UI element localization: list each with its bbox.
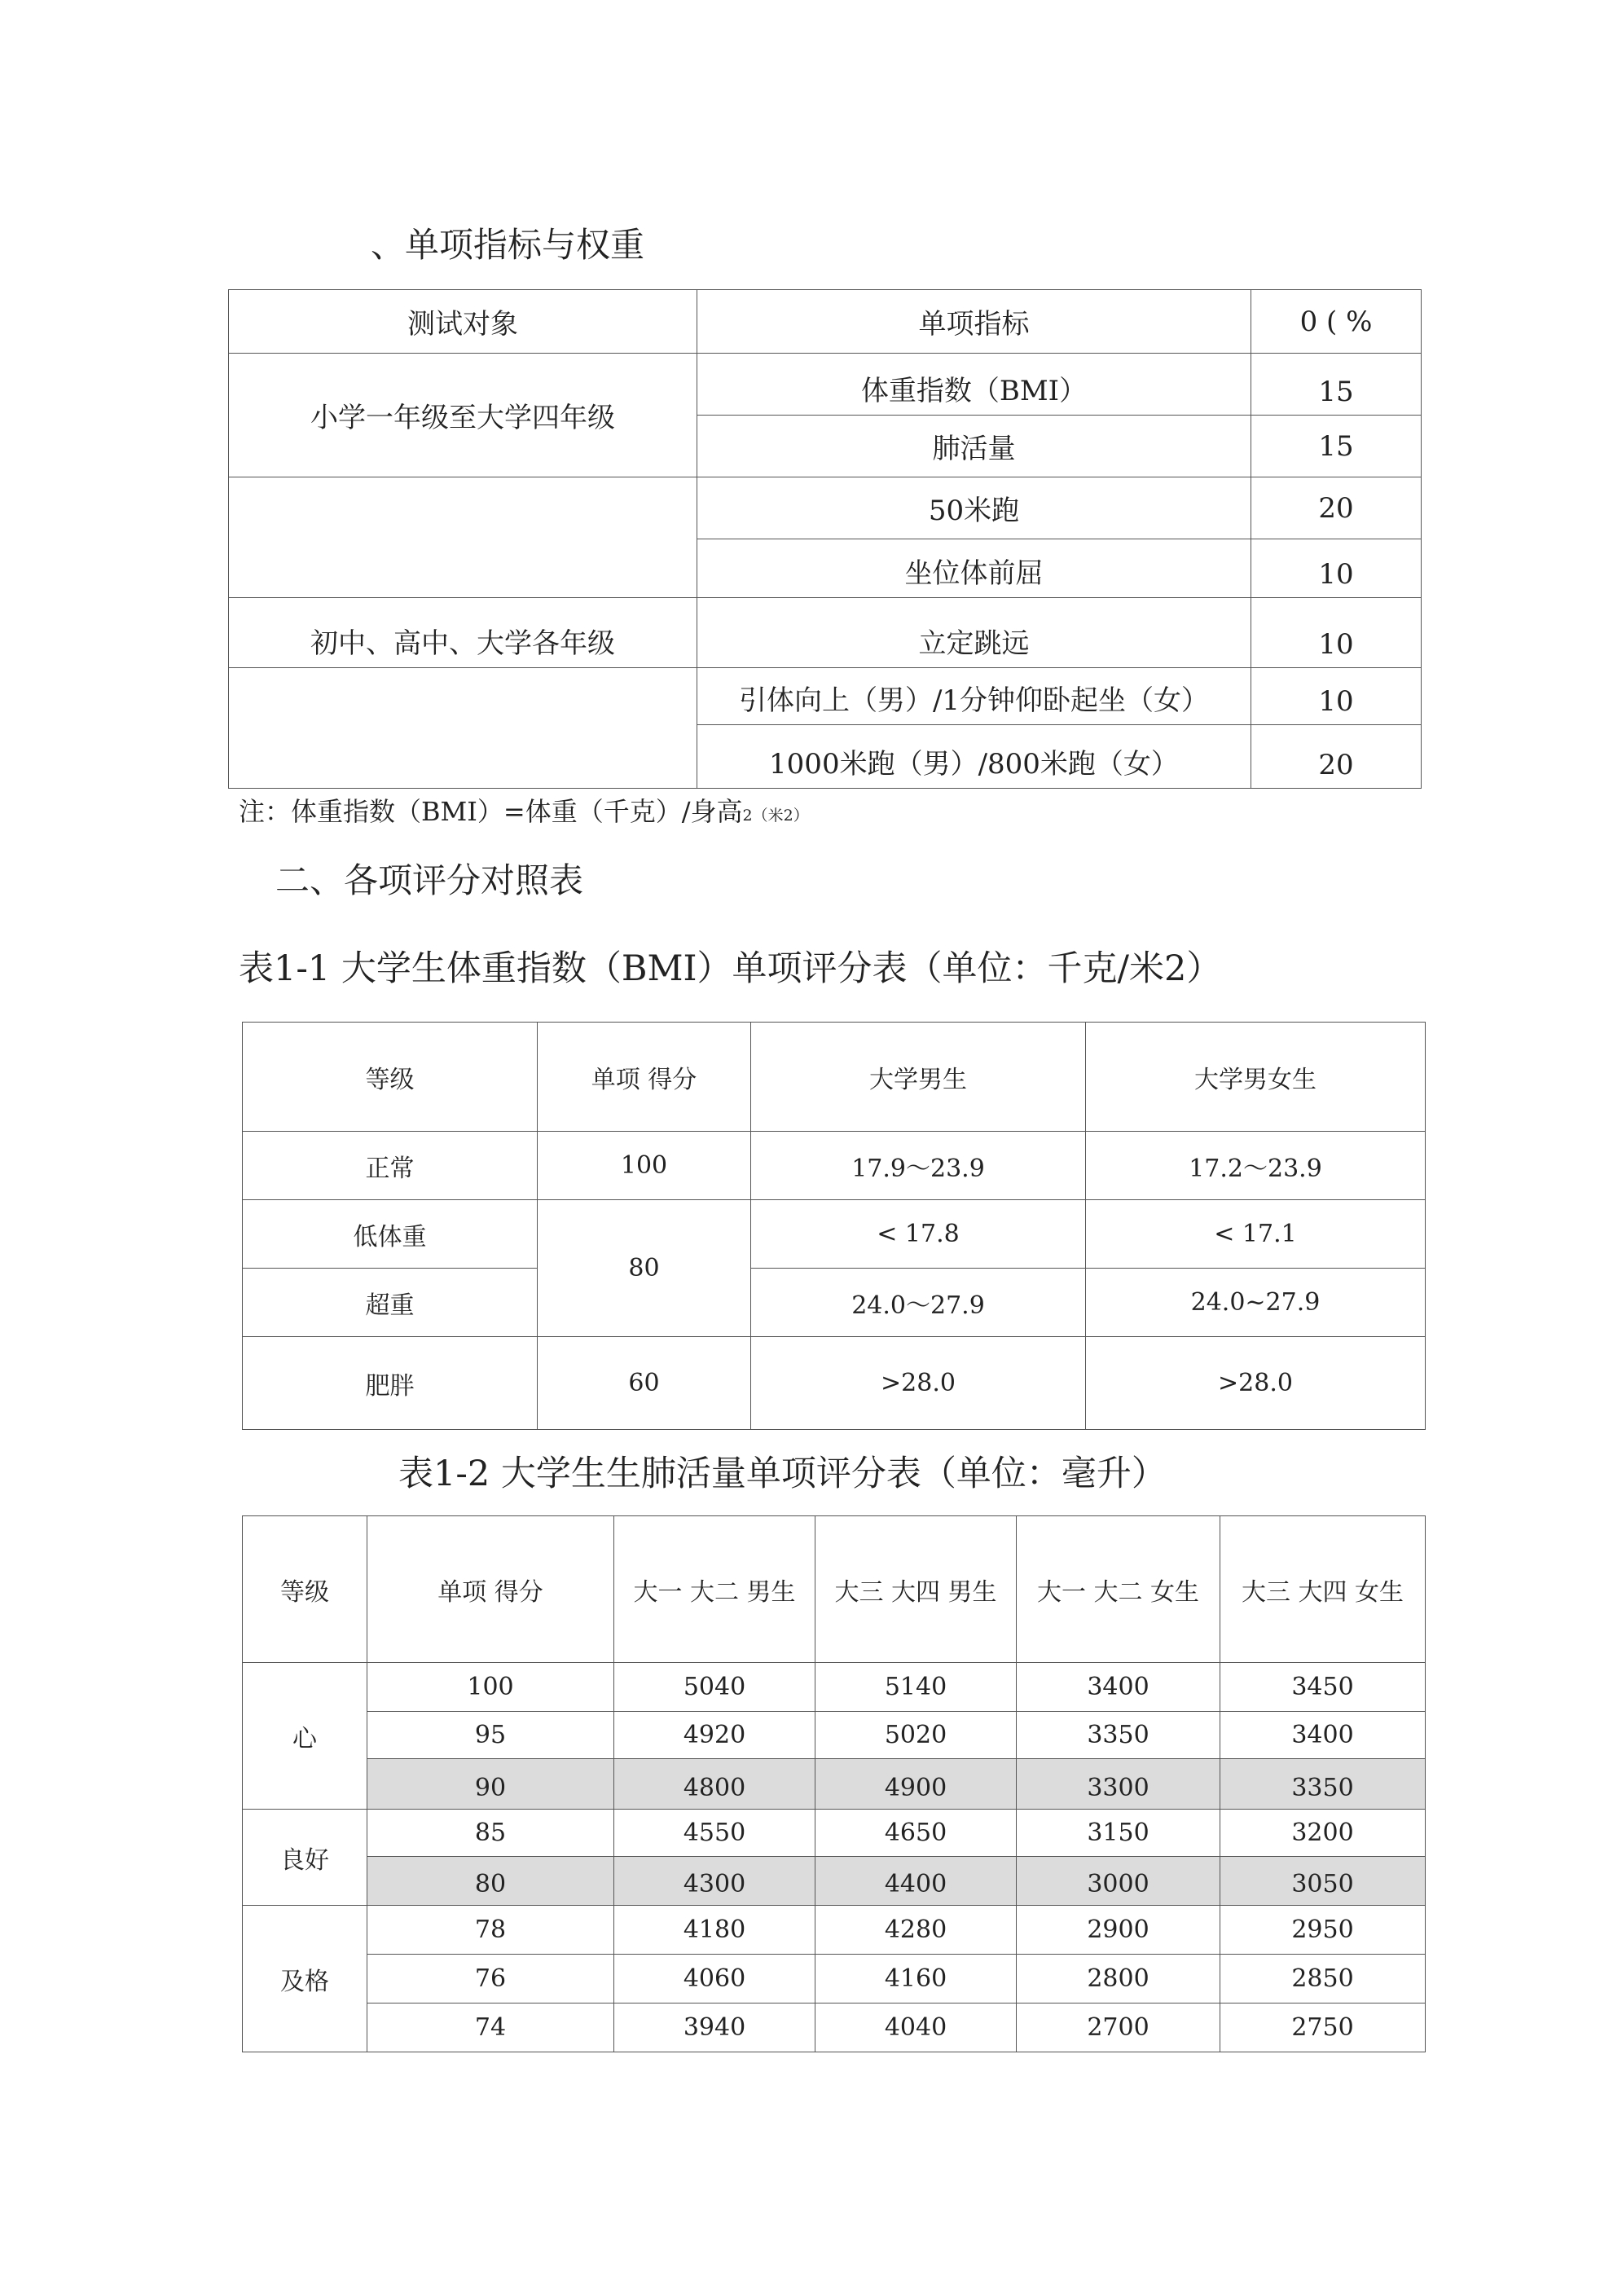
grade-cell: 肥胖	[243, 1337, 538, 1430]
header-female: 大学男女生	[1086, 1023, 1426, 1132]
score-cell: 78	[367, 1906, 614, 1955]
value-cell: 4650	[815, 1810, 1017, 1857]
value-cell: 3400	[1220, 1712, 1426, 1759]
score-cell: 76	[367, 1955, 614, 2004]
grade-cell: 正常	[243, 1132, 538, 1200]
value-cell: 3200	[1220, 1810, 1426, 1857]
value-cell: 4160	[815, 1955, 1017, 2004]
value-cell: 2850	[1220, 1955, 1426, 2004]
value-cell: 4300	[614, 1857, 815, 1906]
item-cell: 坐位体前屈	[697, 539, 1251, 598]
value-cell: 4920	[614, 1712, 815, 1759]
weight-cell: 20	[1251, 725, 1422, 789]
value-cell: 5040	[614, 1663, 815, 1712]
score-cell: 95	[367, 1712, 614, 1759]
header-male: 大学男生	[751, 1023, 1086, 1132]
header-y34-female: 大三 大四 女生	[1220, 1516, 1426, 1663]
score-cell: 85	[367, 1810, 614, 1857]
header-y12-male: 大一 大二 男生	[614, 1516, 815, 1663]
weight-cell: 10	[1251, 598, 1422, 668]
value-cell: 4900	[815, 1759, 1017, 1810]
value-cell: >28.0	[1086, 1337, 1426, 1430]
section-title-scoring: 二、各项评分对照表	[275, 860, 584, 900]
value-cell: 3300	[1017, 1759, 1220, 1810]
grade-excellent: 心	[243, 1663, 367, 1810]
grade-good: 良好	[243, 1810, 367, 1906]
value-cell: < 17.8	[751, 1200, 1086, 1269]
score-cell: 100	[538, 1132, 751, 1200]
value-cell: 5140	[815, 1663, 1017, 1712]
value-cell: 24.0~27.9	[1086, 1269, 1426, 1337]
weight-cell: 15	[1251, 416, 1422, 477]
header-score: 单项 得分	[538, 1023, 751, 1132]
value-cell: 4280	[815, 1906, 1017, 1955]
value-cell: 3150	[1017, 1810, 1220, 1857]
header-y12-female: 大一 大二 女生	[1017, 1516, 1220, 1663]
score-cell: 100	[367, 1663, 614, 1712]
lung-capacity-table	[242, 1515, 1426, 2052]
value-cell: 2800	[1017, 1955, 1220, 2004]
header-score: 单项 得分	[367, 1516, 614, 1663]
value-cell: 3940	[614, 2004, 815, 2052]
header-test-target: 测试对象	[229, 290, 697, 354]
weights-table	[228, 289, 1422, 789]
value-cell: 3400	[1017, 1663, 1220, 1712]
header-grade: 等级	[243, 1023, 538, 1132]
note-sup-2: 2）	[783, 807, 809, 825]
grade-cell: 超重	[243, 1269, 538, 1337]
item-cell: 引体向上（男）/1分钟仰卧起坐（女）	[697, 668, 1251, 725]
value-cell: 3350	[1017, 1712, 1220, 1759]
item-cell: 1000米跑（男）/800米跑（女）	[697, 725, 1251, 789]
header-weight: 0 ( %	[1251, 290, 1422, 354]
score-cell: 90	[367, 1759, 614, 1810]
item-cell: 体重指数（BMI）	[697, 354, 1251, 416]
group-empty-cell	[229, 477, 697, 598]
value-cell: 4400	[815, 1857, 1017, 1906]
value-cell: 5020	[815, 1712, 1017, 1759]
value-cell: 4550	[614, 1810, 815, 1857]
section-title-weights: 、单项指标与权重	[371, 225, 645, 265]
weight-cell: 10	[1251, 668, 1422, 725]
weight-cell: 15	[1251, 354, 1422, 416]
value-cell: 2950	[1220, 1906, 1426, 1955]
group-middle-high-university: 初中、高中、大学各年级	[229, 598, 697, 668]
value-cell: 17.9〜23.9	[751, 1132, 1086, 1200]
bmi-table-caption: 表1-1 大学生体重指数（BMI）单项评分表（单位：千克/米2）	[239, 948, 1222, 989]
score-cell: 60	[538, 1337, 751, 1430]
note-unit: （米	[752, 807, 784, 825]
value-cell: >28.0	[751, 1337, 1086, 1430]
grade-pass: 及格	[243, 1906, 367, 2052]
item-cell: 50米跑	[697, 477, 1251, 539]
header-y34-male: 大三 大四 男生	[815, 1516, 1017, 1663]
value-cell: 2900	[1017, 1906, 1220, 1955]
score-cell: 74	[367, 2004, 614, 2052]
lung-table-caption: 表1-2 大学生生肺活量单项评分表（单位：毫升）	[398, 1454, 1167, 1494]
header-grade: 等级	[243, 1516, 367, 1663]
group-all-grades: 小学一年级至大学四年级	[229, 354, 697, 477]
value-cell: 17.2〜23.9	[1086, 1132, 1426, 1200]
value-cell: 4800	[614, 1759, 815, 1810]
value-cell: 24.0〜27.9	[751, 1269, 1086, 1337]
value-cell: < 17.1	[1086, 1200, 1426, 1269]
item-cell: 立定跳远	[697, 598, 1251, 668]
value-cell: 3000	[1017, 1857, 1220, 1906]
value-cell: 2700	[1017, 2004, 1220, 2052]
grade-cell: 低体重	[243, 1200, 538, 1269]
value-cell: 3350	[1220, 1759, 1426, 1810]
value-cell: 4060	[614, 1955, 815, 2004]
group-empty-cell	[229, 668, 697, 789]
value-cell: 2750	[1220, 2004, 1426, 2052]
bmi-formula-note	[239, 798, 809, 825]
value-cell: 4040	[815, 2004, 1017, 2052]
weight-cell: 20	[1251, 477, 1422, 539]
bmi-table	[242, 1022, 1426, 1430]
note-sup-1: 2	[742, 807, 753, 825]
score-cell: 80	[367, 1857, 614, 1906]
weight-cell: 10	[1251, 539, 1422, 598]
item-cell: 肺活量	[697, 416, 1251, 477]
value-cell: 3050	[1220, 1857, 1426, 1906]
value-cell: 4180	[614, 1906, 815, 1955]
score-cell: 80	[538, 1200, 751, 1337]
value-cell: 3450	[1220, 1663, 1426, 1712]
header-item: 单项指标	[697, 290, 1251, 354]
note-text: 注：体重指数（BMI）=体重（千克）/身高	[239, 796, 743, 827]
